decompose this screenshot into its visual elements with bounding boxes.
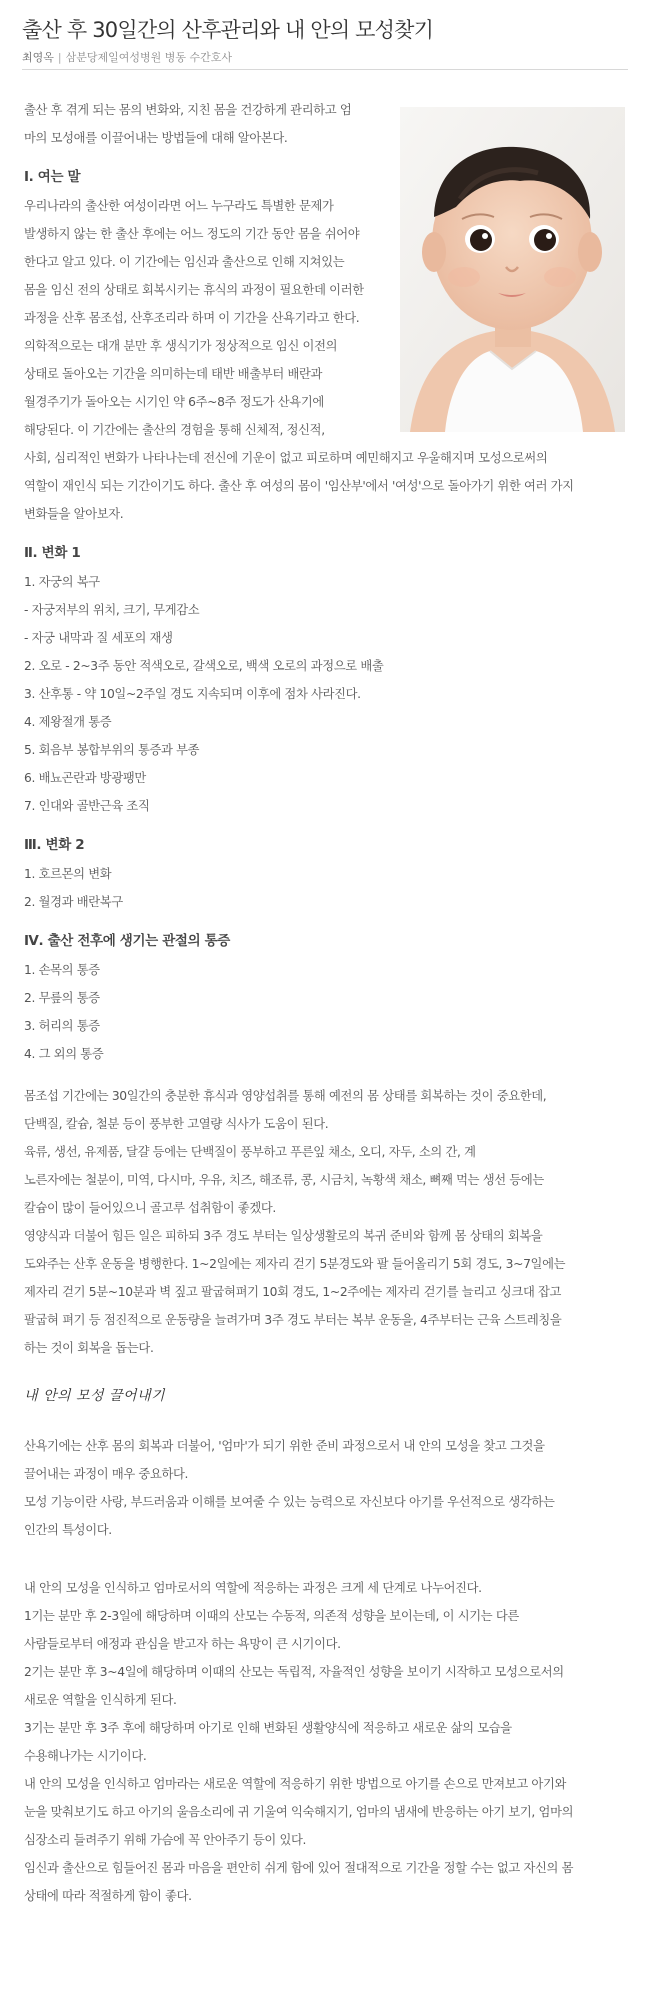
body-line: 변화들을 알아보자. — [24, 507, 124, 521]
list-item: 1. 자궁의 복구 — [24, 575, 100, 589]
body-line: 1기는 분만 후 2-3일에 해당하며 이때의 산모는 수동적, 의존적 성향을 보이는데, 이 시기는 다른 — [24, 1609, 519, 1623]
body-line: 한다고 알고 있다. 이 기간에는 임신과 출산으로 인해 지쳐있는 — [24, 255, 345, 269]
body-line: 하는 것이 회복을 돕는다. — [24, 1341, 154, 1355]
body-line: 도와주는 산후 운동을 병행한다. 1~2일에는 제자리 걷기 5분경도와 팔 들어올리기 5회 경도, 3~7일에는 — [24, 1257, 566, 1271]
list-item: 2. 오로 - 2~3주 동안 적색오로, 갈색오로, 백색 오로의 과정으로 배출 — [24, 659, 384, 673]
section-heading-motherhood: 내 안의 모성 끌어내기 — [24, 1388, 166, 1404]
body-line: 해당된다. 이 기간에는 출산의 경험을 통해 신체적, 정신적, — [24, 423, 325, 437]
body-line: 심장소리 들려주기 위해 가슴에 꼭 안아주기 등이 있다. — [24, 1833, 307, 1847]
body-line: 단백질, 칼슘, 철분 등이 풍부한 고열량 식사가 도움이 된다. — [24, 1117, 329, 1131]
list-item: 2. 월경과 배란복구 — [24, 895, 123, 909]
body-line: 사회, 심리적인 변화가 나타나는데 전신에 기운이 없고 피로하며 예민해지고 우울해지며 모성으로써의 — [24, 451, 548, 465]
body-line: 새로운 역할을 인식하게 된다. — [24, 1693, 177, 1707]
article-title: 출산 후 30일간의 산후관리와 내 안의 모성찾기 — [22, 18, 434, 42]
body-line: 우리나라의 출산한 여성이라면 어느 누구라도 특별한 문제가 — [24, 199, 334, 213]
body-line: 모성 기능이란 사랑, 부드러움과 이해를 보여줄 수 있는 능력으로 자신보다 아기를 우선적으로 생각하는 — [24, 1495, 555, 1509]
body-line: 역할이 재인식 되는 기간이기도 하다. 출산 후 여성의 몸이 '임산부'에서 '여성'으로 돌아가기 위한 여러 가지 — [24, 479, 574, 493]
body-line: 몸조섭 기간에는 30일간의 충분한 휴식과 영양섭취를 통해 예전의 몸 상태를 회복하는 것이 중요한데, — [24, 1089, 547, 1103]
body-line: 과정을 산후 몸조섭, 산후조리라 하며 이 기간을 산욕기라고 한다. — [24, 311, 360, 325]
intro-line: 출산 후 겪게 되는 몸의 변화와, 지친 몸을 건강하게 관리하고 엄 — [24, 103, 352, 117]
byline-separator: | — [57, 51, 62, 64]
list-item: 5. 회음부 봉합부위의 통증과 부종 — [24, 743, 200, 757]
list-item: - 자궁 내막과 질 세포의 재생 — [24, 631, 173, 645]
body-line: 발생하지 않는 한 출산 후에는 어느 정도의 기간 동안 몸을 쉬어야 — [24, 227, 360, 241]
section-heading-change-1: Ⅱ. 변화 1 — [24, 545, 81, 561]
body-line: 3기는 분만 후 3주 후에 해당하며 아기로 인해 변화된 생활양식에 적응하고 새로운 삶의 모습을 — [24, 1721, 512, 1735]
body-line: 제자리 걷기 5분~10분과 벽 짚고 팔굽혀펴기 10회 경도, 1~2주에는 제자리 걷기를 늘리고 싱크대 잡고 — [24, 1285, 562, 1299]
list-item: 4. 제왕절개 통증 — [24, 715, 112, 729]
body-line: 노른자에는 철분이, 미역, 다시마, 우유, 치즈, 해조류, 콩, 시금치, 녹황색 채소, 뼈째 먹는 생선 등에는 — [24, 1173, 544, 1187]
title-divider — [22, 69, 628, 70]
list-item: - 자궁저부의 위치, 크기, 무게감소 — [24, 603, 200, 617]
body-line: 내 안의 모성을 인식하고 엄마라는 새로운 역할에 적응하기 위한 방법으로 아기를 손으로 만져보고 아기와 — [24, 1777, 567, 1791]
intro-line: 마의 모성애를 이끌어내는 방법들에 대해 알아본다. — [24, 131, 288, 145]
byline — [22, 49, 232, 65]
body-line: 2기는 분만 후 3~4일에 해당하며 이때의 산모는 독립적, 자율적인 성향을 보이기 시작하고 모성으로서의 — [24, 1665, 564, 1679]
section-heading-change-2: Ⅲ. 변화 2 — [24, 837, 85, 853]
body-line: 의학적으로는 대개 분만 후 생식기가 정상적으로 임신 이전의 — [24, 339, 338, 353]
body-line: 팔굽혀 펴기 등 점진적으로 운동량을 늘려가며 3주 경도 부터는 복부 운동을, 4주부터는 근육 스트레칭을 — [24, 1313, 562, 1327]
body-line: 상태로 돌아오는 기간을 의미하는데 태반 배출부터 배란과 — [24, 367, 323, 381]
body-line: 산욕기에는 산후 몸의 회복과 더불어, '엄마'가 되기 위한 준비 과정으로서 내 안의 모성을 찾고 그것을 — [24, 1439, 545, 1453]
list-item: 4. 그 외의 통증 — [24, 1047, 104, 1061]
list-item: 2. 무릎의 통증 — [24, 991, 100, 1005]
list-item: 1. 호르몬의 변화 — [24, 867, 112, 881]
list-item: 3. 허리의 통증 — [24, 1019, 100, 1033]
body-line: 상태에 따라 적절하게 함이 좋다. — [24, 1889, 192, 1903]
body-line: 육류, 생선, 유제품, 달걀 등에는 단백질이 풍부하고 푸른잎 채소, 오디, 자두, 소의 간, 계 — [24, 1145, 476, 1159]
list-item: 3. 산후통 - 약 10일~2주일 경도 지속되며 이후에 점차 사라진다. — [24, 687, 361, 701]
body-line: 임신과 출산으로 힘들어진 몸과 마음을 편안히 쉬게 함에 있어 절대적으로 기간을 정할 수는 없고 자신의 몸 — [24, 1861, 574, 1875]
list-item: 7. 인대와 골반근육 조직 — [24, 799, 150, 813]
body-line: 칼슘이 많이 들어있으니 골고루 섭취함이 좋겠다. — [24, 1201, 276, 1215]
article-body — [24, 96, 624, 1910]
section-heading-intro: Ⅰ. 여는 말 — [24, 169, 81, 185]
list-item: 1. 손목의 통증 — [24, 963, 100, 977]
body-line: 영양식과 더불어 힘든 일은 피하되 3주 경도 부터는 일상생활로의 복귀 준비와 함께 몸 상태의 회복을 — [24, 1229, 543, 1243]
section-heading-joint-pain: Ⅳ. 출산 전후에 생기는 관절의 통증 — [24, 933, 230, 949]
author-name: 최영옥 — [22, 51, 54, 64]
author-affiliation: 삼분당제일여성병원 병동 수간호사 — [65, 51, 232, 64]
body-line: 월경주기가 돌아오는 시기인 약 6주~8주 정도가 산욕기에 — [24, 395, 324, 409]
body-line: 수용해나가는 시기이다. — [24, 1749, 147, 1763]
list-item: 6. 배뇨곤란과 방광팽만 — [24, 771, 146, 785]
body-line: 인간의 특성이다. — [24, 1523, 112, 1537]
body-line: 눈을 맞춰보기도 하고 아기의 울음소리에 귀 기울여 익숙해지기, 엄마의 냄새에 반응하는 아기 보기, 엄마의 — [24, 1805, 574, 1819]
body-line: 사람들로부터 애정과 관심을 받고자 하는 욕망이 큰 시기이다. — [24, 1637, 341, 1651]
body-line: 내 안의 모성을 인식하고 엄마로서의 역할에 적응하는 과정은 크게 세 단계로 나누어진다. — [24, 1581, 482, 1595]
body-line: 몸을 임신 전의 상태로 회복시키는 휴식의 과정이 필요한데 이러한 — [24, 283, 364, 297]
body-line: 끌어내는 과정이 매우 중요하다. — [24, 1467, 189, 1481]
